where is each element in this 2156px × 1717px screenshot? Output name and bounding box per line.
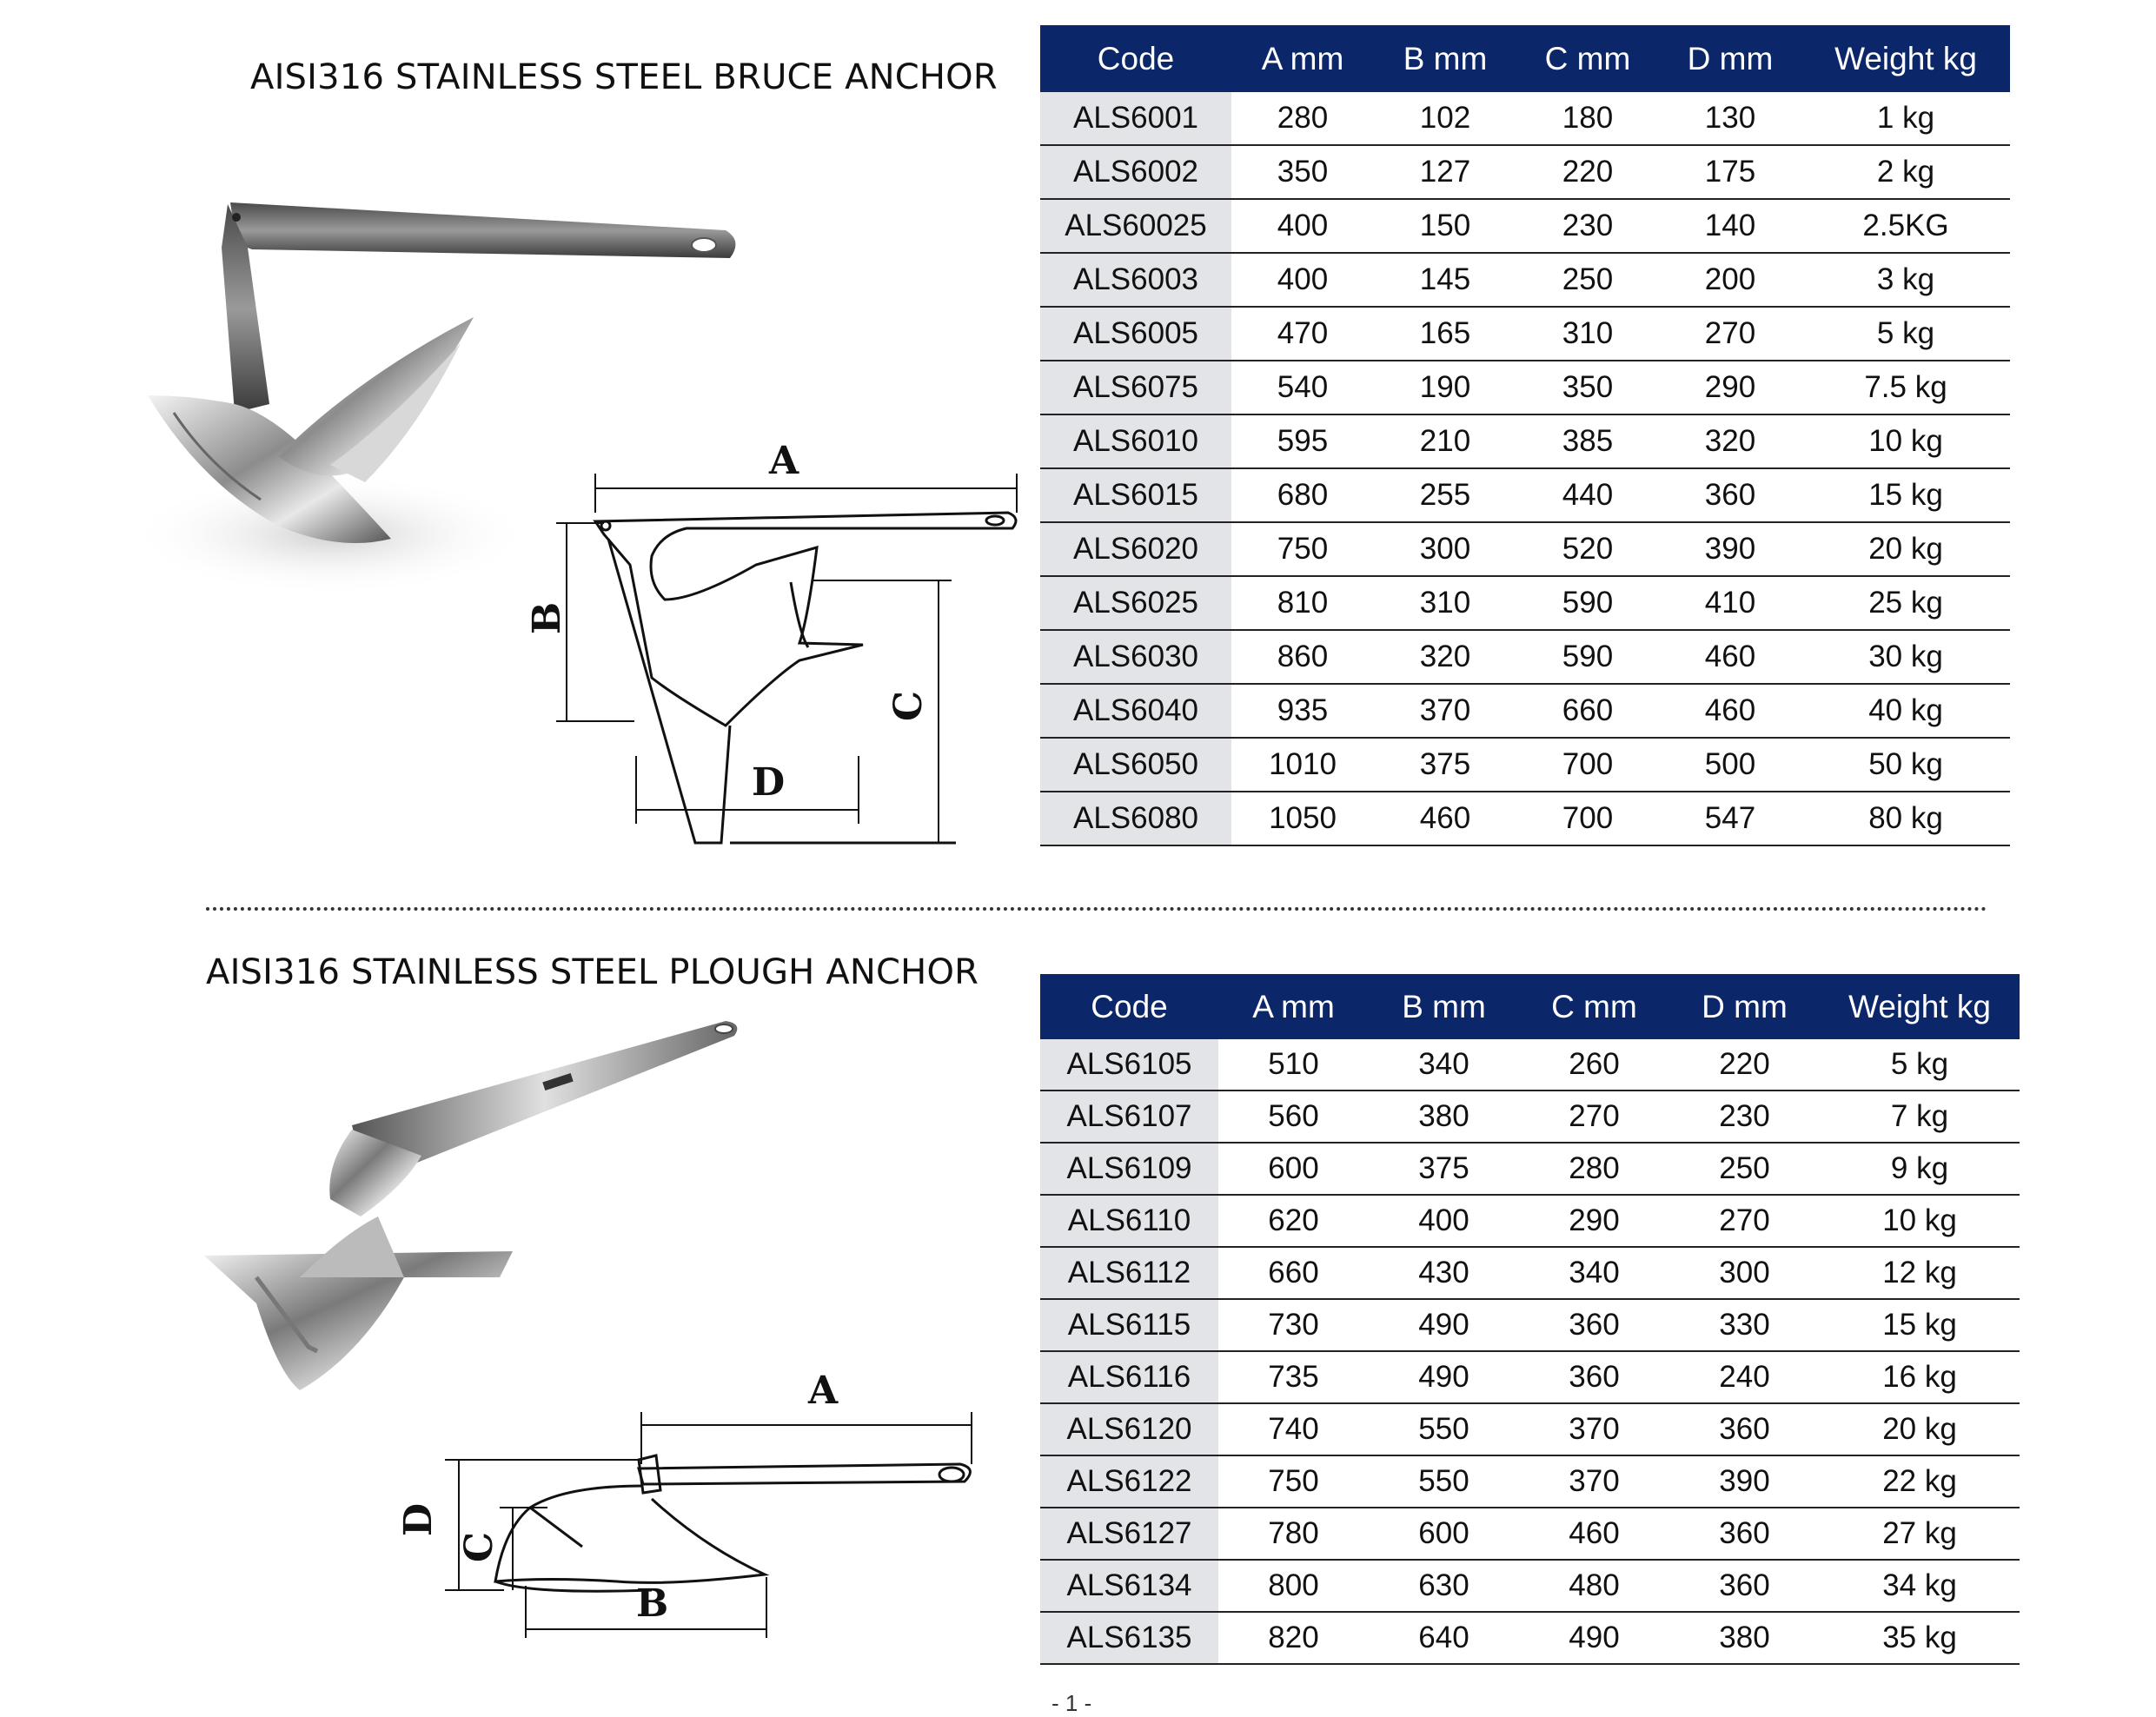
- table-cell: 560: [1218, 1091, 1369, 1143]
- table-cell: 34 kg: [1820, 1560, 2020, 1612]
- table-cell: 320: [1374, 630, 1516, 684]
- product-code-cell: ALS6002: [1040, 145, 1231, 199]
- table-cell: 80 kg: [1801, 792, 2010, 845]
- bruce-table-body: [1040, 92, 2010, 845]
- product-code-cell: ALS6115: [1040, 1299, 1218, 1351]
- table-row: [1040, 92, 2010, 145]
- column-header: C mm: [1519, 974, 1669, 1039]
- column-header: Code: [1040, 25, 1231, 92]
- column-header: B mm: [1374, 25, 1516, 92]
- product-code-cell: ALS6135: [1040, 1612, 1218, 1664]
- plough-dimension-drawing: [391, 1356, 991, 1651]
- table-cell: 230: [1516, 199, 1659, 253]
- plough-table-body: [1040, 1039, 2020, 1664]
- table-cell: 440: [1516, 468, 1659, 522]
- table-cell: 460: [1659, 684, 1801, 738]
- table-cell: 735: [1218, 1351, 1369, 1403]
- table-cell: 630: [1369, 1560, 1519, 1612]
- table-cell: 350: [1516, 361, 1659, 414]
- table-cell: 290: [1659, 361, 1801, 414]
- table-cell: 660: [1516, 684, 1659, 738]
- table-row: [1040, 1612, 2020, 1664]
- table-row: [1040, 199, 2010, 253]
- table-cell: 700: [1516, 792, 1659, 845]
- table-row: [1040, 307, 2010, 361]
- table-cell: 220: [1516, 145, 1659, 199]
- table-cell: 150: [1374, 199, 1516, 253]
- product-code-cell: ALS6080: [1040, 792, 1231, 845]
- table-row: [1040, 468, 2010, 522]
- table-cell: 1010: [1231, 738, 1374, 792]
- table-cell: 320: [1659, 414, 1801, 468]
- table-cell: 40 kg: [1801, 684, 2010, 738]
- table-cell: 350: [1231, 145, 1374, 199]
- table-cell: 280: [1519, 1143, 1669, 1195]
- table-cell: 360: [1519, 1299, 1669, 1351]
- table-row: [1040, 145, 2010, 199]
- table-cell: 600: [1218, 1143, 1369, 1195]
- table-cell: 590: [1516, 630, 1659, 684]
- table-cell: 270: [1519, 1091, 1669, 1143]
- product-code-cell: ALS6001: [1040, 92, 1231, 145]
- table-cell: 340: [1369, 1039, 1519, 1091]
- table-cell: 10 kg: [1801, 414, 2010, 468]
- table-cell: 470: [1231, 307, 1374, 361]
- section-divider: [206, 907, 1987, 911]
- table-cell: 490: [1519, 1612, 1669, 1664]
- table-cell: 550: [1369, 1455, 1519, 1508]
- table-cell: 175: [1659, 145, 1801, 199]
- product-code-cell: ALS6112: [1040, 1247, 1218, 1299]
- column-header: Code: [1040, 974, 1218, 1039]
- table-cell: 500: [1659, 738, 1801, 792]
- table-row: [1040, 1403, 2020, 1455]
- product-code-cell: ALS6010: [1040, 414, 1231, 468]
- table-cell: 180: [1516, 92, 1659, 145]
- table-row: [1040, 361, 2010, 414]
- bruce-dimension-drawing: [521, 426, 1025, 869]
- table-cell: 520: [1516, 522, 1659, 576]
- table-cell: 400: [1231, 199, 1374, 253]
- table-cell: 9 kg: [1820, 1143, 2020, 1195]
- table-cell: 490: [1369, 1351, 1519, 1403]
- table-cell: 102: [1374, 92, 1516, 145]
- table-cell: 460: [1519, 1508, 1669, 1560]
- table-cell: 240: [1669, 1351, 1820, 1403]
- table-cell: 300: [1374, 522, 1516, 576]
- product-code-cell: ALS6050: [1040, 738, 1231, 792]
- table-row: [1040, 792, 2010, 845]
- table-cell: 15 kg: [1801, 468, 2010, 522]
- table-row: [1040, 684, 2010, 738]
- product-code-cell: ALS6030: [1040, 630, 1231, 684]
- table-cell: 370: [1519, 1403, 1669, 1455]
- table-cell: 130: [1659, 92, 1801, 145]
- bruce-spec-table: [1040, 25, 2010, 846]
- table-cell: 750: [1231, 522, 1374, 576]
- table-cell: 340: [1519, 1247, 1669, 1299]
- dim-b-label: B: [525, 601, 569, 634]
- table-cell: 375: [1374, 738, 1516, 792]
- table-cell: 20 kg: [1801, 522, 2010, 576]
- table-cell: 12 kg: [1820, 1247, 2020, 1299]
- table-cell: 410: [1659, 576, 1801, 630]
- column-header: D mm: [1669, 974, 1820, 1039]
- table-cell: 7.5 kg: [1801, 361, 2010, 414]
- product-code-cell: ALS6025: [1040, 576, 1231, 630]
- dim-a-label: A: [808, 1369, 839, 1413]
- column-header: A mm: [1231, 25, 1374, 92]
- table-cell: 2 kg: [1801, 145, 2010, 199]
- table-cell: 7 kg: [1820, 1091, 2020, 1143]
- table-row: [1040, 738, 2010, 792]
- table-row: [1040, 1195, 2020, 1247]
- plough-table-header-row: [1040, 974, 2020, 1039]
- table-cell: 510: [1218, 1039, 1369, 1091]
- table-cell: 460: [1374, 792, 1516, 845]
- dim-b-label: B: [636, 1581, 669, 1626]
- table-cell: 385: [1516, 414, 1659, 468]
- table-cell: 780: [1218, 1508, 1369, 1560]
- table-cell: 27 kg: [1820, 1508, 2020, 1560]
- table-row: [1040, 414, 2010, 468]
- table-cell: 5 kg: [1801, 307, 2010, 361]
- product-code-cell: ALS60025: [1040, 199, 1231, 253]
- table-cell: 25 kg: [1801, 576, 2010, 630]
- table-cell: 22 kg: [1820, 1455, 2020, 1508]
- bruce-outline: [595, 513, 1016, 726]
- table-cell: 490: [1369, 1299, 1519, 1351]
- table-cell: 145: [1374, 253, 1516, 307]
- table-cell: 380: [1669, 1612, 1820, 1664]
- table-row: [1040, 630, 2010, 684]
- table-cell: 10 kg: [1820, 1195, 2020, 1247]
- table-cell: 620: [1218, 1195, 1369, 1247]
- table-cell: 140: [1659, 199, 1801, 253]
- product-code-cell: ALS6003: [1040, 253, 1231, 307]
- table-cell: 660: [1218, 1247, 1369, 1299]
- column-header: B mm: [1369, 974, 1519, 1039]
- product-code-cell: ALS6127: [1040, 1508, 1218, 1560]
- table-cell: 360: [1659, 468, 1801, 522]
- column-header: D mm: [1659, 25, 1801, 92]
- table-cell: 550: [1369, 1403, 1519, 1455]
- product-code-cell: ALS6120: [1040, 1403, 1218, 1455]
- table-cell: 1050: [1231, 792, 1374, 845]
- table-row: [1040, 1143, 2020, 1195]
- plough-spec-table: [1040, 974, 2020, 1665]
- dim-d-label: D: [752, 760, 786, 805]
- dim-c-label: C: [457, 1531, 501, 1562]
- table-cell: 370: [1519, 1455, 1669, 1508]
- table-cell: 310: [1374, 576, 1516, 630]
- table-cell: 360: [1669, 1560, 1820, 1612]
- page-number: - 1 -: [1051, 1690, 1092, 1716]
- table-cell: 590: [1516, 576, 1659, 630]
- table-cell: 430: [1369, 1247, 1519, 1299]
- table-cell: 255: [1374, 468, 1516, 522]
- table-cell: 190: [1374, 361, 1516, 414]
- product-code-cell: ALS6005: [1040, 307, 1231, 361]
- column-header: C mm: [1516, 25, 1659, 92]
- table-cell: 200: [1659, 253, 1801, 307]
- table-cell: 300: [1669, 1247, 1820, 1299]
- table-cell: 280: [1231, 92, 1374, 145]
- product-code-cell: ALS6122: [1040, 1455, 1218, 1508]
- table-cell: 540: [1231, 361, 1374, 414]
- table-cell: 640: [1369, 1612, 1519, 1664]
- table-cell: 35 kg: [1820, 1612, 2020, 1664]
- product-code-cell: ALS6116: [1040, 1351, 1218, 1403]
- product-code-cell: ALS6105: [1040, 1039, 1218, 1091]
- table-cell: 1 kg: [1801, 92, 2010, 145]
- table-cell: 16 kg: [1820, 1351, 2020, 1403]
- table-cell: 30 kg: [1801, 630, 2010, 684]
- table-cell: 390: [1669, 1455, 1820, 1508]
- table-cell: 460: [1659, 630, 1801, 684]
- table-row: [1040, 1247, 2020, 1299]
- table-cell: 127: [1374, 145, 1516, 199]
- table-row: [1040, 1351, 2020, 1403]
- table-row: [1040, 1039, 2020, 1091]
- table-cell: 290: [1519, 1195, 1669, 1247]
- bruce-anchor-title: AISI316 STAINLESS STEEL BRUCE ANCHOR: [250, 57, 998, 97]
- table-cell: 250: [1669, 1143, 1820, 1195]
- product-code-cell: ALS6110: [1040, 1195, 1218, 1247]
- table-cell: 740: [1218, 1403, 1369, 1455]
- plough-outline: [639, 1464, 970, 1484]
- product-code-cell: ALS6107: [1040, 1091, 1218, 1143]
- product-code-cell: ALS6075: [1040, 361, 1231, 414]
- table-cell: 375: [1369, 1143, 1519, 1195]
- table-cell: 480: [1519, 1560, 1669, 1612]
- table-cell: 595: [1231, 414, 1374, 468]
- table-cell: 730: [1218, 1299, 1369, 1351]
- table-cell: 260: [1519, 1039, 1669, 1091]
- table-cell: 390: [1659, 522, 1801, 576]
- table-cell: 360: [1669, 1508, 1820, 1560]
- table-cell: 250: [1516, 253, 1659, 307]
- table-cell: 330: [1669, 1299, 1820, 1351]
- dim-d-label: D: [396, 1502, 441, 1536]
- table-cell: 680: [1231, 468, 1374, 522]
- table-cell: 165: [1374, 307, 1516, 361]
- table-cell: 270: [1659, 307, 1801, 361]
- table-cell: 400: [1231, 253, 1374, 307]
- table-cell: 547: [1659, 792, 1801, 845]
- table-cell: 5 kg: [1820, 1039, 2020, 1091]
- table-cell: 220: [1669, 1039, 1820, 1091]
- product-code-cell: ALS6015: [1040, 468, 1231, 522]
- product-code-cell: ALS6134: [1040, 1560, 1218, 1612]
- table-cell: 360: [1519, 1351, 1669, 1403]
- table-cell: 810: [1231, 576, 1374, 630]
- table-cell: 860: [1231, 630, 1374, 684]
- table-cell: 3 kg: [1801, 253, 2010, 307]
- bruce-table-header-row: [1040, 25, 2010, 92]
- table-row: [1040, 1091, 2020, 1143]
- dim-a-label: A: [769, 439, 799, 483]
- table-cell: 820: [1218, 1612, 1369, 1664]
- table-row: [1040, 1560, 2020, 1612]
- table-row: [1040, 522, 2010, 576]
- table-row: [1040, 1455, 2020, 1508]
- column-header: Weight kg: [1820, 974, 2020, 1039]
- product-code-cell: ALS6040: [1040, 684, 1231, 738]
- table-cell: 50 kg: [1801, 738, 2010, 792]
- table-cell: 700: [1516, 738, 1659, 792]
- table-cell: 210: [1374, 414, 1516, 468]
- table-cell: 2.5KG: [1801, 199, 2010, 253]
- table-cell: 380: [1369, 1091, 1519, 1143]
- dim-c-label: C: [886, 690, 931, 721]
- table-row: [1040, 576, 2010, 630]
- product-code-cell: ALS6109: [1040, 1143, 1218, 1195]
- table-cell: 230: [1669, 1091, 1820, 1143]
- table-cell: 600: [1369, 1508, 1519, 1560]
- table-cell: 750: [1218, 1455, 1369, 1508]
- table-cell: 270: [1669, 1195, 1820, 1247]
- table-cell: 400: [1369, 1195, 1519, 1247]
- table-row: [1040, 1299, 2020, 1351]
- table-row: [1040, 253, 2010, 307]
- plough-anchor-title: AISI316 STAINLESS STEEL PLOUGH ANCHOR: [206, 952, 979, 992]
- column-header: A mm: [1218, 974, 1369, 1039]
- table-cell: 15 kg: [1820, 1299, 2020, 1351]
- table-cell: 20 kg: [1820, 1403, 2020, 1455]
- column-header: Weight kg: [1801, 25, 2010, 92]
- product-code-cell: ALS6020: [1040, 522, 1231, 576]
- table-cell: 370: [1374, 684, 1516, 738]
- table-cell: 360: [1669, 1403, 1820, 1455]
- table-cell: 800: [1218, 1560, 1369, 1612]
- table-cell: 310: [1516, 307, 1659, 361]
- table-row: [1040, 1508, 2020, 1560]
- table-cell: 935: [1231, 684, 1374, 738]
